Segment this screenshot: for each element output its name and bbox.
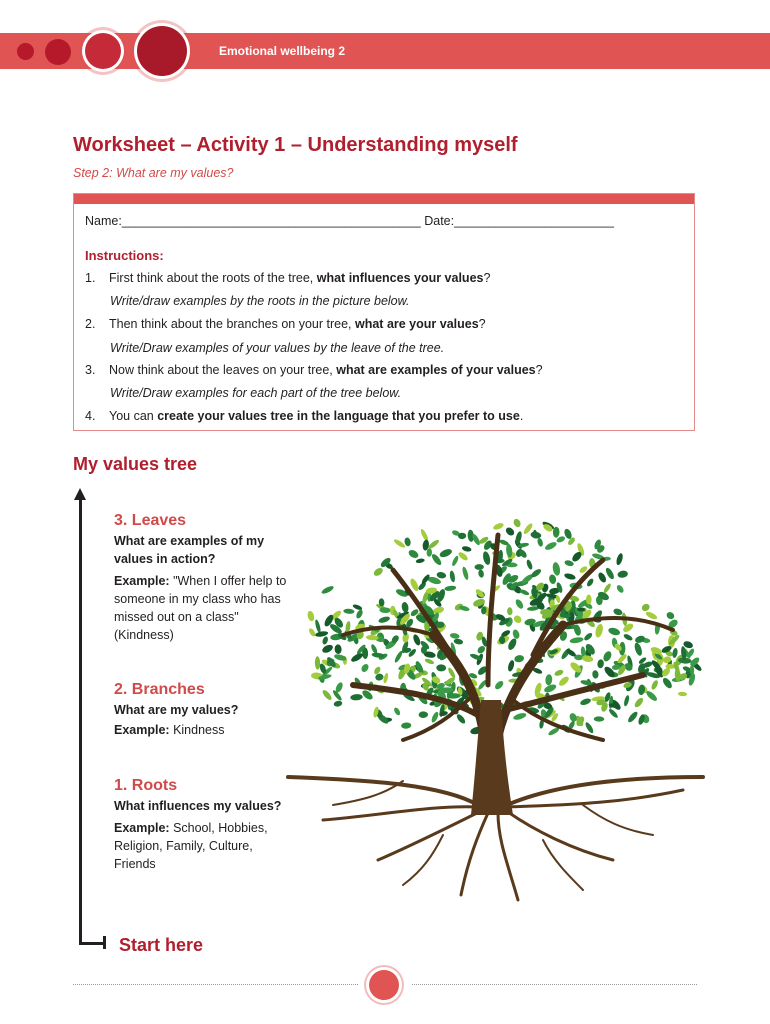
instruction-end: . xyxy=(519,409,524,423)
leaf-shape xyxy=(307,610,316,622)
leaf-shape xyxy=(633,696,644,708)
leaf-shape xyxy=(514,598,525,610)
worksheet-title: Worksheet – Activity 1 – Understanding myself xyxy=(73,134,518,156)
leaf-shape xyxy=(672,648,679,659)
instruction-subtext: Write/Draw examples for each part of the tree below. xyxy=(110,386,402,400)
instructions-box-header-bar xyxy=(74,194,694,204)
leaf-shape xyxy=(315,656,320,669)
leaf-shape xyxy=(315,630,329,637)
leaf-shape xyxy=(482,551,492,566)
leaf-shape xyxy=(617,570,628,579)
leaf-shape xyxy=(552,562,561,577)
leaves-example xyxy=(114,572,286,644)
footer-divider-left xyxy=(73,984,358,985)
leaf-shape xyxy=(623,633,634,642)
example-text: someone in my class who has xyxy=(114,592,281,606)
instruction-bold-text: create your values tree in the language that you prefer to use xyxy=(157,409,520,423)
leaf-shape xyxy=(533,530,537,539)
leaf-shape xyxy=(461,545,471,552)
leaf-shape xyxy=(526,559,534,570)
leaf-shape xyxy=(404,537,412,547)
leaf-shape xyxy=(537,537,544,547)
instruction-bold-text: what are your values xyxy=(355,317,479,331)
leaf-shape xyxy=(334,644,342,654)
decorative-dot-medium xyxy=(45,39,71,65)
branches-title: 2. Branches xyxy=(114,681,205,698)
instruction-text: First think about the roots of the tree, xyxy=(109,271,317,285)
instruction-item xyxy=(85,363,543,377)
instruction-number: 2. xyxy=(85,317,96,331)
leaf-shape xyxy=(457,551,469,562)
branches-example xyxy=(114,721,225,739)
instruction-number: 1. xyxy=(85,271,96,285)
leaf-shape xyxy=(378,615,391,624)
leaf-shape xyxy=(513,712,527,721)
leaf-shape xyxy=(393,650,403,664)
instructions-box xyxy=(73,193,695,431)
leaf-shape xyxy=(623,695,630,707)
leaf-shape xyxy=(444,585,456,591)
decorative-dot-large xyxy=(85,33,121,69)
roots-example xyxy=(114,819,268,873)
banner-title: Emotional wellbeing 2 xyxy=(219,44,346,58)
instruction-text: Now think about the leaves on your tree, xyxy=(109,363,337,377)
leaf-shape xyxy=(321,643,334,654)
leaf-shape xyxy=(650,679,659,690)
leaf-shape xyxy=(604,567,615,581)
leaf-shape xyxy=(418,711,428,718)
leaf-shape xyxy=(474,564,483,570)
leaves-title: 3. Leaves xyxy=(114,512,187,529)
leaf-shape xyxy=(372,566,384,577)
leaf-shape xyxy=(401,601,410,613)
values-tree-heading: My values tree xyxy=(73,454,198,474)
tree-illustration xyxy=(283,515,713,905)
leaf-shape xyxy=(597,659,604,669)
leaf-shape xyxy=(634,634,646,644)
leaves-question-line: values in action? xyxy=(114,552,216,566)
leaf-shape xyxy=(584,721,595,734)
leaf-shape xyxy=(603,583,613,594)
leaf-shape xyxy=(627,710,639,723)
leaf-shape xyxy=(412,633,422,646)
leaves-question xyxy=(114,532,264,568)
leaf-shape xyxy=(321,689,333,702)
leaf-shape xyxy=(350,694,363,701)
leaf-shape xyxy=(393,538,406,549)
example-text: (Kindness) xyxy=(114,628,174,642)
leaf-shape xyxy=(439,547,453,558)
leaf-shape xyxy=(615,553,624,566)
instruction-bold-text: what influences your values xyxy=(316,271,484,285)
leaf-shape xyxy=(507,607,513,615)
leaf-shape xyxy=(419,528,429,542)
instruction-item xyxy=(85,271,490,285)
example-text: missed out on a class" xyxy=(114,610,239,624)
leaf-shape xyxy=(343,608,355,614)
leaf-shape xyxy=(613,608,624,617)
leaf-shape xyxy=(607,626,620,636)
leaf-shape xyxy=(455,713,466,725)
leaves-question-line: What are examples of my xyxy=(114,534,265,548)
leaf-shape xyxy=(333,700,343,707)
name-date-line: Name:___________________________________________ Date:_______________________ xyxy=(85,214,614,228)
leaf-shape xyxy=(321,636,329,645)
page-marker-dot xyxy=(369,970,399,1000)
leaf-shape xyxy=(592,670,599,679)
instruction-item xyxy=(85,317,486,331)
leaf-shape xyxy=(355,609,364,620)
leaf-shape xyxy=(586,578,595,588)
leaf-shape xyxy=(427,538,440,550)
leaf-shape xyxy=(564,572,577,580)
leaf-shape xyxy=(594,716,605,721)
leaf-shape xyxy=(579,697,591,706)
leaf-shape xyxy=(512,614,523,625)
leaf-shape xyxy=(633,642,643,657)
example-text: Kindness xyxy=(169,723,225,737)
example-label: Example: xyxy=(114,723,170,737)
instruction-bold-text: what are examples of your values xyxy=(336,363,536,377)
leaf-shape xyxy=(424,658,435,666)
instruction-end: ? xyxy=(483,271,491,285)
instruction-end: ? xyxy=(478,317,486,331)
leaf-shape xyxy=(615,584,624,594)
leaf-shape xyxy=(407,548,420,559)
leaf-shape xyxy=(661,676,673,689)
progress-arrow-line xyxy=(79,498,82,945)
example-text: "When I offer help to xyxy=(169,574,287,588)
footer-divider-right xyxy=(412,984,697,985)
leaf-shape xyxy=(321,585,335,595)
leaf-shape xyxy=(449,632,459,639)
leaf-shape xyxy=(436,664,446,671)
leaf-shape xyxy=(512,518,522,529)
branches-question: What are my values? xyxy=(114,703,239,717)
arrow-base-tick xyxy=(103,936,106,949)
instruction-item xyxy=(85,409,523,423)
leaf-shape xyxy=(308,627,317,637)
instructions-heading: Instructions: xyxy=(85,248,164,263)
roots-question: What influences my values? xyxy=(114,799,282,813)
leaf-shape xyxy=(557,675,570,688)
instruction-text: You can xyxy=(109,409,158,423)
leaf-shape xyxy=(383,672,389,683)
arrow-base-line xyxy=(79,942,105,945)
leaf-shape xyxy=(514,654,525,663)
leaf-shape xyxy=(554,669,565,677)
leaf-shape xyxy=(393,707,401,717)
leaf-shape xyxy=(665,611,675,621)
roots-title: 1. Roots xyxy=(114,777,178,794)
leaf-shape xyxy=(461,566,469,580)
leaf-shape xyxy=(637,684,645,696)
example-label: Example: xyxy=(114,574,170,588)
instruction-end: ? xyxy=(535,363,543,377)
leaf-shape xyxy=(594,623,604,638)
leaf-shape xyxy=(597,571,608,583)
decorative-dot-xlarge xyxy=(137,26,187,76)
leaf-shape xyxy=(602,650,613,663)
leaf-shape xyxy=(361,689,374,702)
leaf-shape xyxy=(544,541,558,552)
example-text: School, Hobbies, xyxy=(169,821,268,835)
leaf-shape xyxy=(449,570,456,582)
instruction-subtext: Write/Draw examples of your values by the leave of the tree. xyxy=(110,341,445,355)
leaf-shape xyxy=(492,522,504,531)
example-label: Example: xyxy=(114,821,170,835)
leaf-shape xyxy=(360,663,370,674)
instruction-number: 3. xyxy=(85,363,96,377)
leaf-shape xyxy=(401,722,412,729)
instruction-number: 4. xyxy=(85,409,96,423)
leaf-shape xyxy=(494,679,505,690)
leaf-shape xyxy=(451,555,460,567)
leaf-shape xyxy=(645,610,659,620)
leaf-shape xyxy=(569,636,584,644)
leaf-shape xyxy=(504,526,515,537)
leaf-shape xyxy=(545,674,553,686)
leaf-shape xyxy=(548,574,557,585)
leaf-shape xyxy=(586,595,592,605)
leaf-shape xyxy=(512,629,521,640)
instruction-subtext: Write/draw examples by the roots in the picture below. xyxy=(110,294,410,308)
leaf-shape xyxy=(415,558,425,564)
leaf-shape xyxy=(478,569,485,578)
instruction-text: Then think about the branches on your tree, xyxy=(109,317,355,331)
leaf-shape xyxy=(507,659,515,672)
leaf-shape xyxy=(640,602,651,612)
leaf-shape xyxy=(453,638,463,645)
example-text: Friends xyxy=(114,857,156,871)
start-here-label: Start here xyxy=(119,935,204,955)
example-text: Religion, Family, Culture, xyxy=(114,839,253,853)
leaf-shape xyxy=(583,632,593,642)
leaf-shape xyxy=(314,619,321,633)
leaf-shape xyxy=(678,692,688,697)
leaf-shape xyxy=(436,571,447,579)
decorative-dot-small xyxy=(17,43,34,60)
worksheet-step: Step 2: What are my values? xyxy=(73,166,234,180)
